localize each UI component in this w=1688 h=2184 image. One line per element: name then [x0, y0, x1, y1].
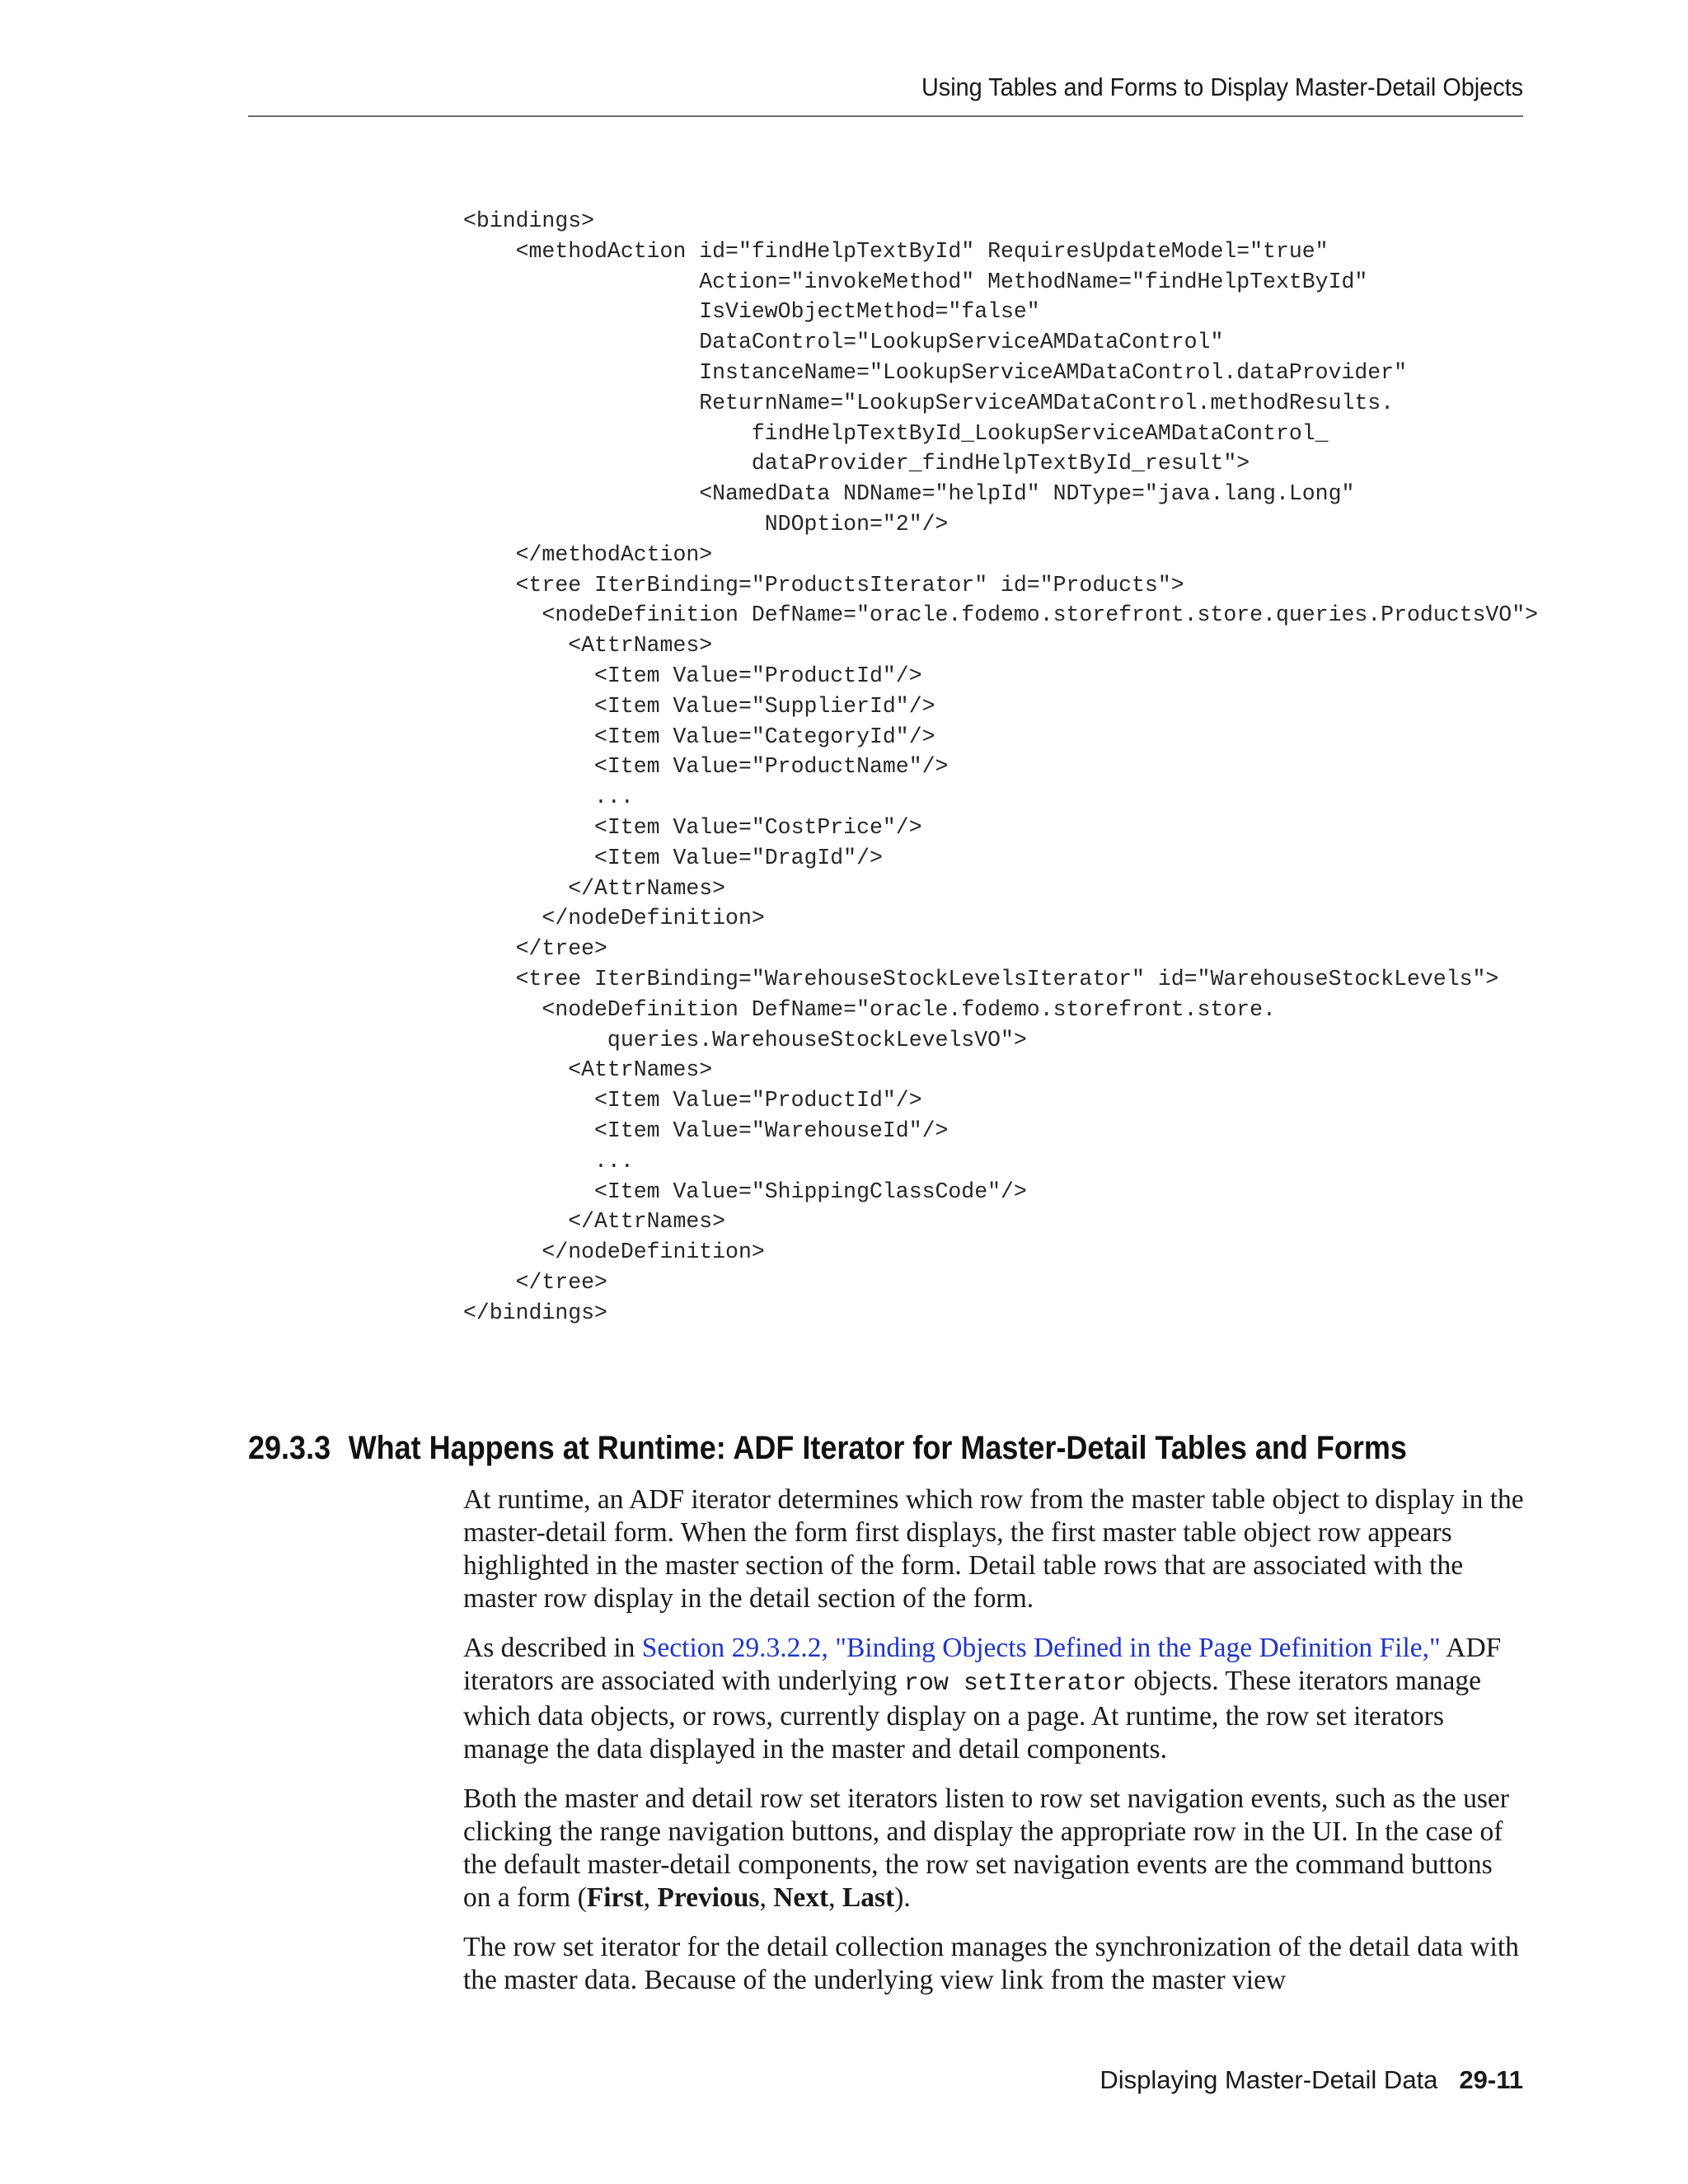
- code-line: </nodeDefinition>: [463, 906, 765, 931]
- code-line: NDOption="2"/>: [463, 511, 949, 537]
- section-cross-reference-link[interactable]: Section 29.3.2.2, "Binding Objects Defined in the Page Definition File,": [641, 1633, 1441, 1663]
- paragraph-row-set-iterators: As described in Section 29.3.2.2, "Binding Objects Defined in the Page Definition File," ADF iterators are associated with underlying row setIterator objects. These iterators manage which data objects, or rows, currently display on a page. At runtime, the row set iterators manage the data displayed in the master and detail components.: [463, 1633, 1502, 1765]
- code-line: IsViewObjectMethod="false": [463, 299, 1040, 325]
- term-previous: Previous: [657, 1882, 760, 1913]
- code-line: dataProvider_findHelpTextById_result">: [463, 451, 1250, 476]
- term-next: Next: [773, 1882, 829, 1913]
- code-line: <Item Value="ShippingClassCode"/>: [463, 1179, 1027, 1204]
- code-line: <nodeDefinition DefName="oracle.fodemo.storefront.store.: [463, 996, 1276, 1022]
- code-line: <Item Value="ProductName"/>: [463, 754, 949, 780]
- running-header: Using Tables and Forms to Display Master-Detail Objects: [921, 73, 1523, 101]
- code-example: [463, 206, 1538, 1328]
- inline-code-row-setiterator: row setIterator: [903, 1670, 1127, 1698]
- code-line: </tree>: [463, 1269, 607, 1295]
- code-line: <tree IterBinding="ProductsIterator" id="Products">: [463, 572, 1184, 598]
- paragraph-runtime-iterator: At runtime, an ADF iterator determines which row from the master table object to display in the master-detail form. When the form first displays, the first master table object row appears highlighted in the master section of the form. Detail table rows that are associated with the master row display in the detail section of the form.: [463, 1484, 1524, 1614]
- code-line: <AttrNames>: [463, 1057, 713, 1083]
- paragraph-detail-synchronization: The row set iterator for the detail collection manages the synchronization of the detail data with the master data. Because of the underlying view link from the master view: [463, 1932, 1519, 1995]
- page-number: 29-11: [1459, 2065, 1523, 2094]
- code-line: <bindings>: [463, 209, 595, 233]
- code-line: <nodeDefinition DefName="oracle.fodemo.storefront.store.queries.ProductsVO">: [463, 602, 1539, 628]
- code-line: DataControl="LookupServiceAMDataControl": [463, 330, 1224, 355]
- paragraph-navigation-events: Both the master and detail row set iterators listen to row set navigation events, such as the user clicking the range navigation buttons, and display the appropriate row in the UI. In the case of the default master-detail components, the row set navigation events are the command buttons on a form (First, Previous, Next, Last).: [463, 1783, 1509, 1913]
- code-line: <Item Value="SupplierId"/>: [463, 693, 935, 719]
- code-line: <Item Value="ProductId"/>: [463, 1088, 922, 1113]
- code-line: </tree>: [463, 936, 607, 962]
- term-last: Last: [842, 1882, 895, 1913]
- code-line: <Item Value="ProductId"/>: [463, 663, 922, 688]
- header-rule: [248, 115, 1523, 117]
- code-line: </methodAction>: [463, 541, 713, 567]
- running-footer: [1100, 2065, 1523, 2095]
- section-body: [463, 1483, 1525, 2013]
- code-line: InstanceName="LookupServiceAMDataControl.dataProvider": [463, 359, 1407, 385]
- code-line: <methodAction id="findHelpTextById" RequiresUpdateModel="true": [463, 238, 1329, 264]
- section-title: What Happens at Runtime: ADF Iterator for Master-Detail Tables and Forms: [348, 1430, 1407, 1466]
- code-line: <AttrNames>: [463, 633, 713, 658]
- code-line: queries.WarehouseStockLevelsVO">: [463, 1027, 1027, 1052]
- code-line: ...: [463, 1148, 634, 1174]
- code-line: <NamedData NDName="helpId" NDType="java.lang.Long": [463, 481, 1355, 507]
- code-line: </AttrNames>: [463, 1209, 726, 1235]
- section-number: 29.3.3: [248, 1430, 331, 1466]
- code-line: <Item Value="DragId"/>: [463, 845, 883, 870]
- code-line: ReturnName="LookupServiceAMDataControl.methodResults.: [463, 390, 1395, 415]
- code-line: </AttrNames>: [463, 875, 726, 901]
- code-line: <Item Value="CostPrice"/>: [463, 814, 922, 840]
- footer-chapter-title: Displaying Master-Detail Data: [1100, 2065, 1438, 2094]
- code-line: <Item Value="WarehouseId"/>: [463, 1118, 949, 1143]
- section-heading: [248, 1430, 1407, 1467]
- term-first: First: [586, 1882, 644, 1913]
- code-line: Action="invokeMethod" MethodName="findHelpTextById": [463, 269, 1368, 294]
- code-line: <Item Value="CategoryId"/>: [463, 724, 935, 749]
- code-line: findHelpTextById_LookupServiceAMDataControl_: [463, 420, 1329, 446]
- code-line: <tree IterBinding="WarehouseStockLevelsIterator" id="WarehouseStockLevels">: [463, 966, 1499, 991]
- code-line: </nodeDefinition>: [463, 1240, 765, 1265]
- code-line: ...: [463, 785, 634, 810]
- code-line: </bindings>: [463, 1300, 607, 1325]
